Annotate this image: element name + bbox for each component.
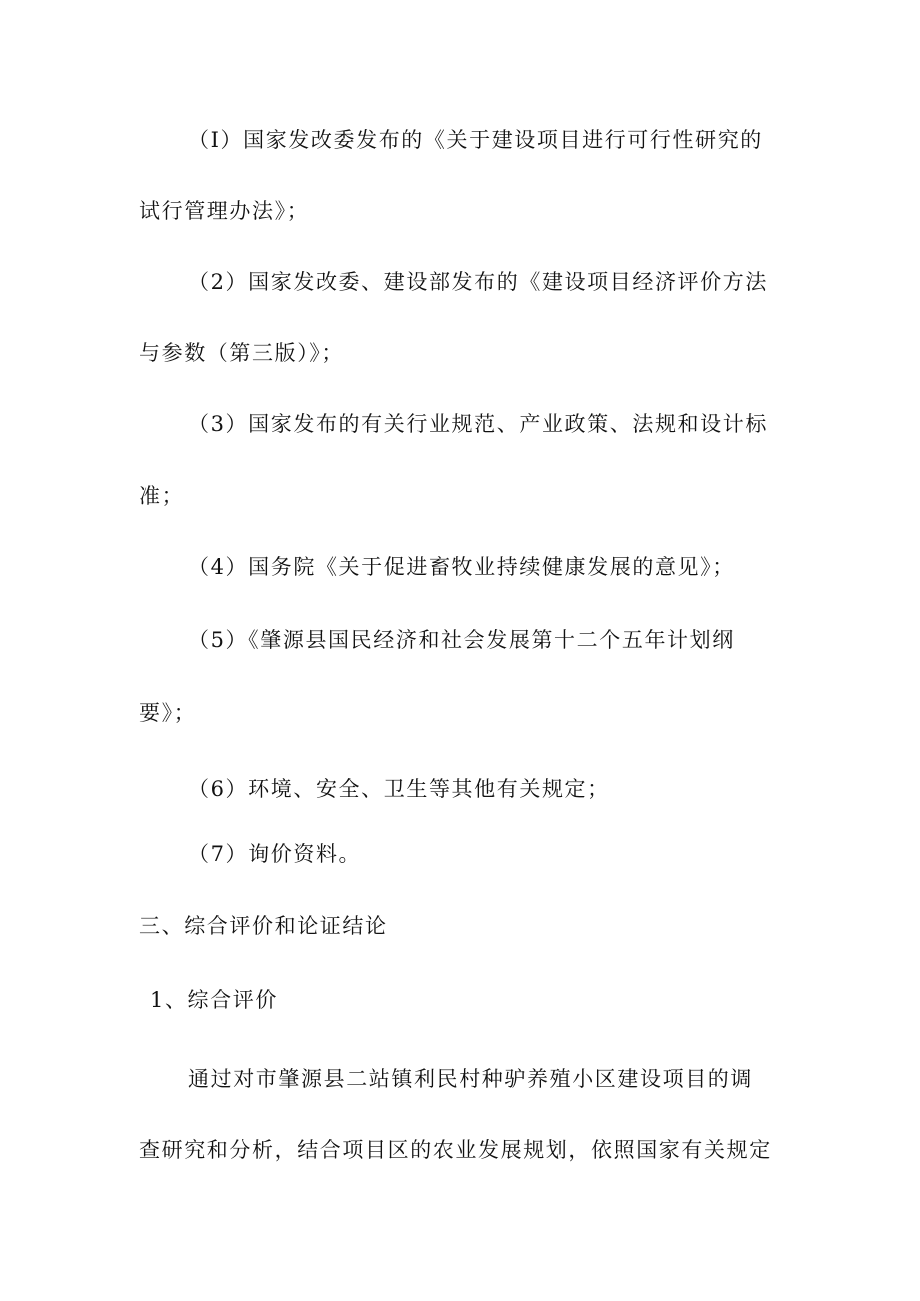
- subsection-heading: 1、综合评价: [150, 988, 278, 1012]
- section-heading: 三、综合评价和论证结论: [139, 914, 388, 938]
- basis-item-7: （7）询价资料。: [188, 842, 362, 866]
- basis-item-4: （4）国务院《关于促进畜牧业持续健康发展的意见》；: [188, 555, 735, 579]
- basis-item-2-line-2: 与参数（第三版）》；: [139, 341, 344, 365]
- paragraph-line-1: 通过对市肇源县二站镇利民村种驴养殖小区建设项目的调: [188, 1067, 753, 1091]
- paragraph-line-2: 查研究和分析，结合项目区的农业发展规划，依照国家有关规定: [139, 1138, 772, 1162]
- basis-item-5-line-2: 要》；: [139, 701, 197, 725]
- basis-item-2-line-1: （2）国家发改委、建设部发布的《建设项目经济评价方法: [188, 270, 768, 294]
- basis-item-1-line-1: （I）国家发改委发布的《关于建设项目进行可行性研究的: [188, 128, 763, 152]
- basis-item-5-line-1: （5）《肇源县国民经济和社会发展第十二个五年计划纲: [188, 628, 735, 652]
- basis-item-1-line-2: 试行管理办法》；: [139, 199, 310, 223]
- basis-item-6: （6）环境、安全、卫生等其他有关规定；: [188, 777, 610, 801]
- basis-item-3-line-2: 准；: [139, 484, 185, 508]
- basis-item-3-line-1: （3）国家发布的有关行业规范、产业政策、法规和设计标: [188, 412, 768, 436]
